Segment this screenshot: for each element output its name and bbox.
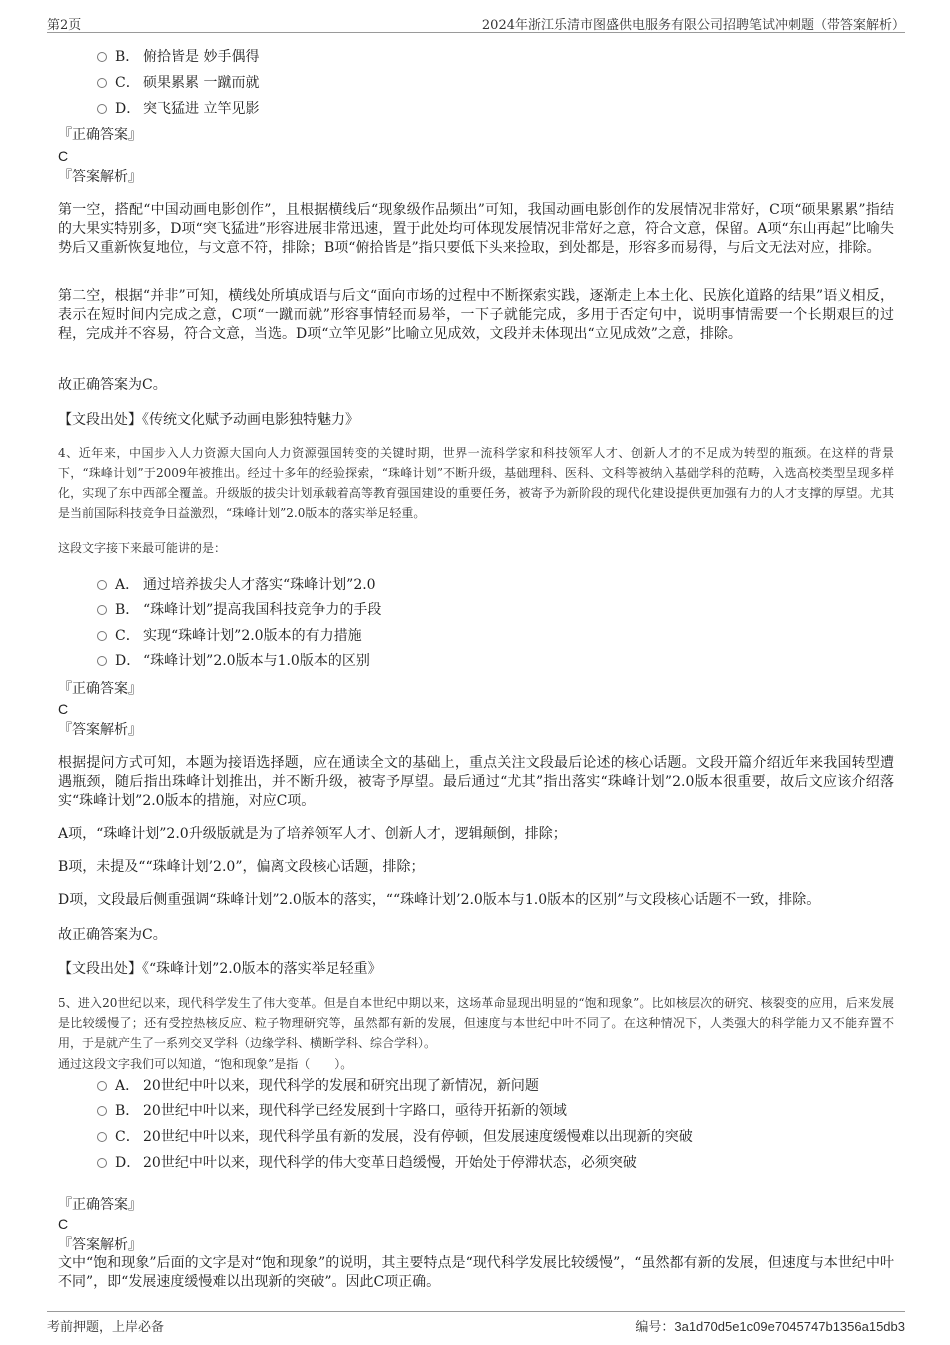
q3-option-b[interactable]: B． 俯拾皆是 妙手偶得	[97, 48, 259, 66]
radio-icon[interactable]	[97, 1106, 107, 1116]
q4-analysis-paragraph: D项，文段最后侧重强调“珠峰计划”2.0版本的落实，““珠峰计划’2.0版本与1.0版本的区别”与文段核心话题不一致，排除。	[58, 892, 821, 908]
radio-icon[interactable]	[97, 104, 107, 114]
q5-answer-label: 『正确答案』	[58, 1197, 142, 1213]
q4-option-a[interactable]: A． 通过培养拔尖人才落实“珠峰计划”2.0	[97, 576, 376, 594]
document-title: 2024年浙江乐清市图盛供电服务有限公司招聘笔试冲刺题（带答案解析）	[481, 18, 905, 33]
code-label: 编号：	[635, 1320, 675, 1335]
q3-analysis-paragraph: 第二空，根据“并非”可知，横线处所填成语与后文“面向市场的过程中不断探索实践，逐渐走上本土化、民族化道路的结果”语义相反，表示在短时间内完成之意，C项“一蹴而就”形容事情轻而易举，一下子就能完成，多用于否定句中，说明事情需要一个长期艰巨的过程，完成并不容易，符合文意，当选。D项“立竿见影”比喻立见成效，文段并未体现出“立见成效”之意，排除。	[58, 288, 894, 342]
footer-slogan: 考前押题，上岸必备	[47, 1320, 165, 1335]
radio-icon[interactable]	[97, 631, 107, 641]
q4-analysis-label: 『答案解析』	[58, 722, 142, 738]
q4-analysis-paragraph: 根据提问方式可知，本题为接语选择题，应在通读全文的基础上，重点关注文段最后论述的核心话题。文段开篇介绍近年来我国转型遭遇瓶颈，随后指出珠峰计划推出，并不断升级，被寄予厚望。最后通过“尤其”指出落实“珠峰计划”2.0版本很重要，故后文应该介绍落实“珠峰计划”2.0版本的措施，对应C项。	[58, 755, 894, 809]
q3-answer-label: 『正确答案』	[58, 127, 142, 143]
q3-option-d[interactable]: D． 突飞猛进 立竿见影	[97, 100, 259, 118]
q5-analysis-label: 『答案解析』	[58, 1237, 142, 1253]
q3-option-c[interactable]: C． 硕果累累 一蹴而就	[97, 74, 259, 92]
q5-option-b[interactable]: B． 20世纪中叶以来，现代科学已经发展到十字路口，亟待开拓新的领域	[97, 1102, 567, 1120]
page-footer	[47, 1311, 905, 1336]
q5-stem: 5、进入20世纪以来，现代科学发生了伟大变革。但是自本世纪中期以来，这场革命显现出明显的“饱和现象”。比如核层次的研究、核裂变的应用，后来发展是比较缓慢了；还有受控热核反应、粒子物理研究等，虽然都有新的发展，但速度与本世纪中叶不同了。在这种情况下，人类强大的科学能力又不能弃置不用，于是就产生了一系列交叉学科（边缘学科、横断学科、综合学科）。	[58, 996, 894, 1050]
q3-source: 【文段出处】《传统文化赋予动画电影独特魅力》	[58, 412, 359, 428]
q4-question: 这段文字接下来最可能讲的是：	[58, 541, 227, 555]
q4-answer: C	[58, 701, 69, 717]
q4-option-b[interactable]: B． “珠峰计划”提高我国科技竞争力的手段	[97, 601, 381, 619]
radio-icon[interactable]	[97, 580, 107, 590]
radio-icon[interactable]	[97, 52, 107, 62]
q4-stem: 4、近年来，中国步入人力资源大国向人力资源强国转变的关键时期，世界一流科学家和科技领军人才、创新人才的不足成为转型的瓶颈。在这样的背景下，“珠峰计划”于2009年被推出。经过十多年的经验探索，“珠峰计划”不断升级，基础理科、医科、文科等被纳入基础学科的范畴，入选高校类型呈现多样化，实现了东中西部全覆盖。升级版的拔尖计划承载着高等教育强国建设的重要任务，被寄予为新阶段的现代化建设提供更加强有力的人才支撑的厚望。尤其是当前国际科技竞争日益激烈，“珠峰计划”2.0版本的落实举足轻重。	[58, 446, 894, 520]
q5-option-c[interactable]: C． 20世纪中叶以来，现代科学虽有新的发展，没有停顿，但发展速度缓慢难以出现新的突破	[97, 1128, 693, 1146]
q5-option-a[interactable]: A． 20世纪中叶以来，现代科学的发展和研究出现了新情况，新问题	[97, 1077, 539, 1095]
q4-conclusion: 故正确答案为C。	[58, 927, 167, 943]
q4-option-c[interactable]: C． 实现“珠峰计划”2.0版本的有力措施	[97, 627, 362, 645]
document-code	[635, 1316, 905, 1335]
radio-icon[interactable]	[97, 1132, 107, 1142]
q3-answer: C	[58, 148, 69, 164]
q4-option-d[interactable]: D． “珠峰计划”2.0版本与1.0版本的区别	[97, 652, 370, 670]
q4-analysis-paragraph: B项，未提及““珠峰计划’2.0”，偏离文段核心话题，排除；	[58, 859, 425, 875]
q5-question: 通过这段文字我们可以知道，“饱和现象”是指（ ）。	[58, 1057, 353, 1071]
q5-analysis-paragraph: 文中“饱和现象”后面的文字是对“饱和现象”的说明，其主要特点是“现代科学发展比较缓慢”，“虽然都有新的发展，但速度与本世纪中叶不同”，即“发展速度缓慢难以出现新的突破”。因此C项正确。	[58, 1255, 894, 1290]
radio-icon[interactable]	[97, 605, 107, 615]
q5-answer: C	[58, 1216, 69, 1232]
q4-answer-label: 『正确答案』	[58, 681, 142, 697]
code-value: 3a1d70d5e1c09e7045747b1356a15db3	[674, 1319, 905, 1334]
page-number: 第2页	[47, 18, 82, 33]
q5-option-d[interactable]: D． 20世纪中叶以来，现代科学的伟大变革日趋缓慢，开始处于停滞状态，必须突破	[97, 1154, 637, 1172]
q3-analysis-paragraph: 第一空，搭配“中国动画电影创作”，且根据横线后“现象级作品频出”可知，我国动画电影创作的发展情况非常好，C项“硕果累累”指结的大果实特别多，D项“突飞猛进”形容进展非常迅速，置于此处均可体现发展情况非常好之意，符合文意，保留。A项“东山再起”比喻失势后又重新恢复地位，与文意不符，排除；B项“俯拾皆是”指只要低下头来捡取，到处都是，形容多而易得，与后文无法对应，排除。	[58, 202, 894, 256]
q4-analysis-paragraph: A项，“珠峰计划”2.0升级版就是为了培养领军人才、创新人才，逻辑颠倒，排除；	[58, 826, 567, 842]
q3-analysis-label: 『答案解析』	[58, 169, 142, 185]
page-header	[47, 10, 905, 33]
q4-source: 【文段出处】《“珠峰计划”2.0版本的落实举足轻重》	[58, 961, 382, 977]
q3-conclusion: 故正确答案为C。	[58, 377, 167, 393]
radio-icon[interactable]	[97, 656, 107, 666]
radio-icon[interactable]	[97, 1158, 107, 1168]
radio-icon[interactable]	[97, 78, 107, 88]
radio-icon[interactable]	[97, 1081, 107, 1091]
